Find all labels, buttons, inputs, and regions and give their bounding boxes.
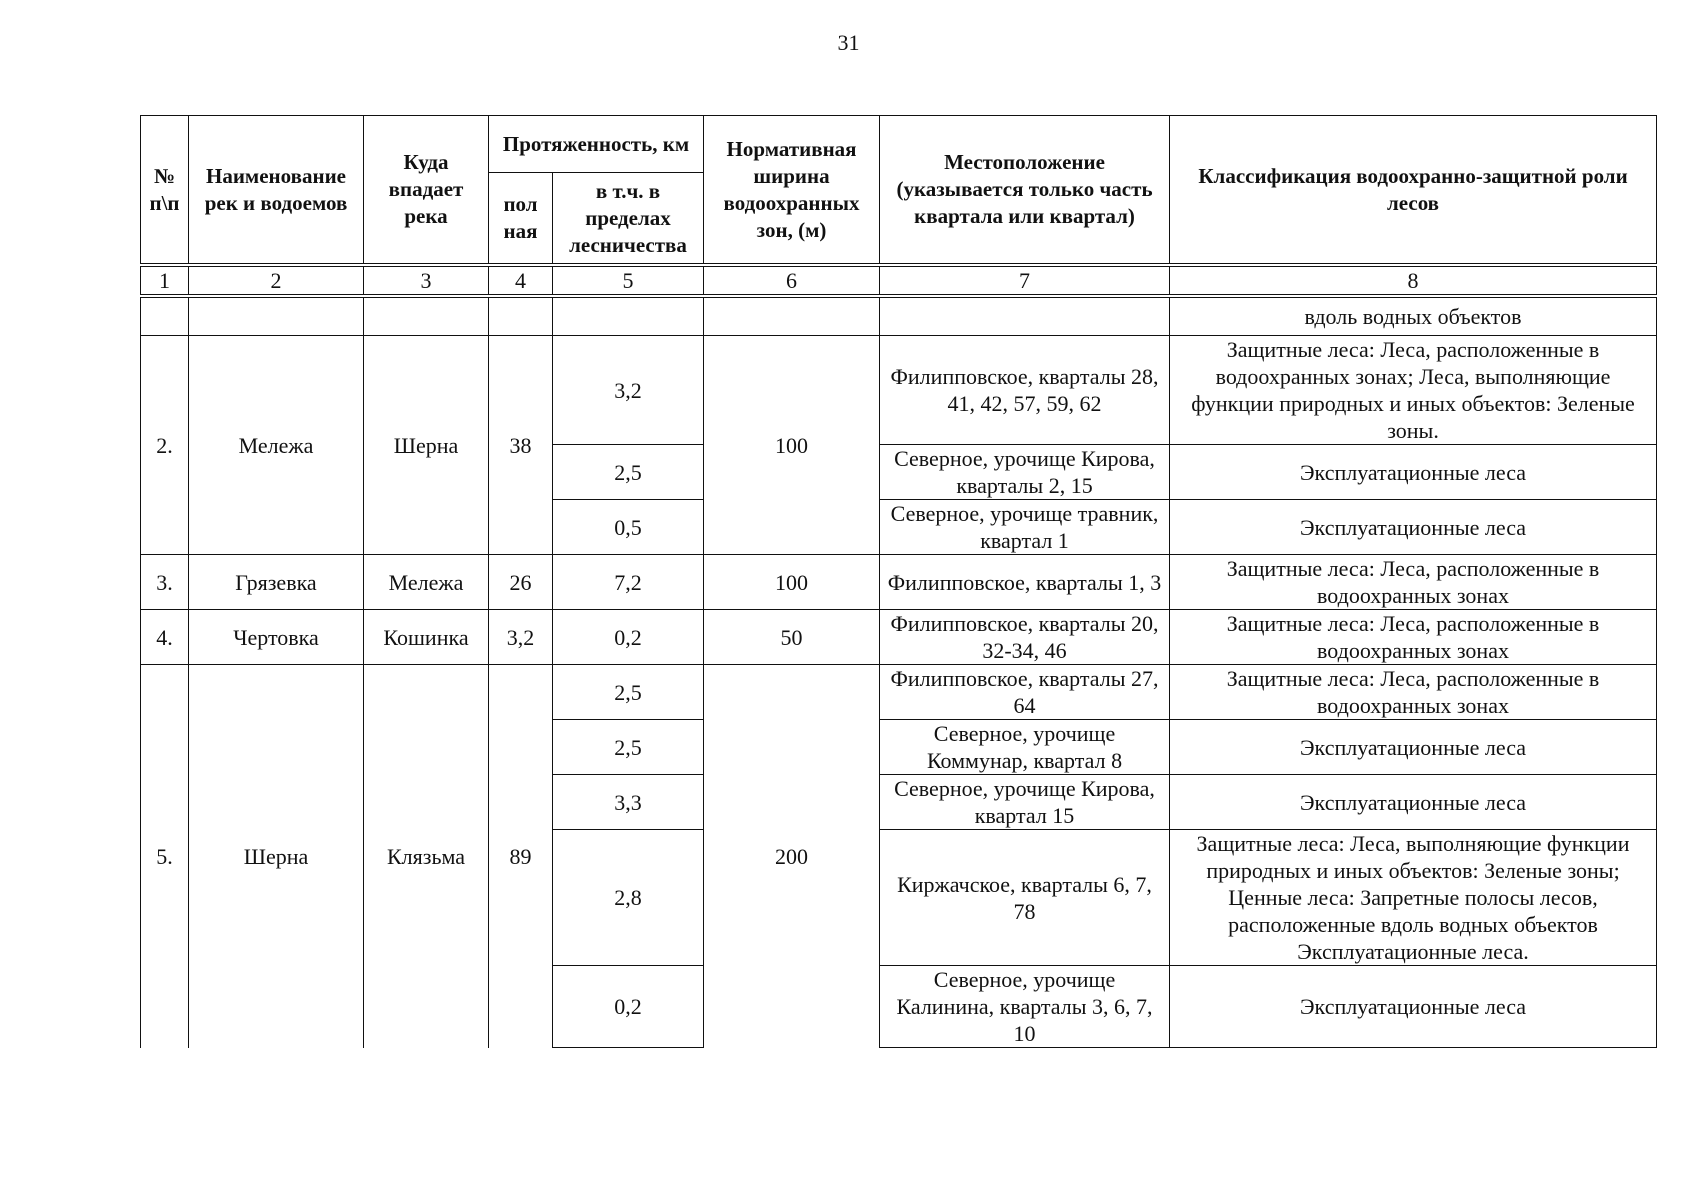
segment-location: Филипповское, кварталы 1, 3	[880, 555, 1170, 610]
header-name: Наименование рек и водоемов	[189, 116, 364, 266]
river-outlet: Шерна	[364, 336, 489, 555]
header-length-full: пол ная	[489, 173, 553, 266]
river-num: 4.	[141, 610, 189, 665]
segment-classification: Эксплуатационные леса	[1170, 500, 1657, 555]
segment-location: Северное, урочище Кирова, квартал 15	[880, 775, 1170, 830]
segment-within: 3,2	[553, 336, 704, 445]
header-length: Протяженность, км	[489, 116, 704, 173]
segment-classification: Эксплуатационные леса	[1170, 966, 1657, 1048]
segment-location: Северное, урочище Калинина, кварталы 3, 6, 7, 10	[880, 966, 1170, 1048]
river-width: 200	[704, 665, 880, 1048]
segment-classification: Защитные леса: Леса, расположенные в водоохранных зонах	[1170, 555, 1657, 610]
segment-within: 0,2	[553, 610, 704, 665]
river-width: 100	[704, 336, 880, 555]
segment-location: Киржачское, кварталы 6, 7, 78	[880, 830, 1170, 966]
segment-classification: Эксплуатационные леса	[1170, 445, 1657, 500]
header-outlet: Куда впадает река	[364, 116, 489, 266]
segment-classification: Защитные леса: Леса, выполняющие функции природных и иных объектов: Зеленые зоны; Ценные леса: Запретные полосы лесов, расположенные вдоль водных объектов Эксплуатационные леса.	[1170, 830, 1657, 966]
river-name: Шерна	[189, 665, 364, 1048]
column-number: 8	[1170, 265, 1657, 296]
table-row	[141, 610, 1657, 665]
segment-location: Северное, урочище травник, квартал 1	[880, 500, 1170, 555]
river-name: Чертовка	[189, 610, 364, 665]
table-row	[141, 555, 1657, 610]
column-number: 4	[489, 265, 553, 296]
river-num: 5.	[141, 665, 189, 1048]
segment-location: Филипповское, кварталы 28, 41, 42, 57, 59, 62	[880, 336, 1170, 445]
segment-within: 3,3	[553, 775, 704, 830]
segment-within: 2,5	[553, 665, 704, 720]
river-name: Грязевка	[189, 555, 364, 610]
header-location: Местоположение (указывается только часть квартала или квартал)	[880, 116, 1170, 266]
column-number: 3	[364, 265, 489, 296]
column-number: 2	[189, 265, 364, 296]
header-length-within: в т.ч. в пределах лесничества	[553, 173, 704, 266]
river-length: 89	[489, 665, 553, 1048]
river-outlet: Клязьма	[364, 665, 489, 1048]
river-width: 50	[704, 610, 880, 665]
river-num: 3.	[141, 555, 189, 610]
column-number-row	[141, 265, 1657, 296]
segment-within: 2,5	[553, 720, 704, 775]
river-length: 3,2	[489, 610, 553, 665]
segment-within: 0,5	[553, 500, 704, 555]
river-outlet: Мележа	[364, 555, 489, 610]
segment-classification: Эксплуатационные леса	[1170, 775, 1657, 830]
segment-location: Северное, урочище Кирова, кварталы 2, 15	[880, 445, 1170, 500]
continuation-row	[141, 296, 1657, 336]
river-outlet: Кошинка	[364, 610, 489, 665]
page-number: 31	[837, 30, 860, 55]
segment-location: Филипповское, кварталы 20, 32-34, 46	[880, 610, 1170, 665]
table-row	[141, 336, 1657, 445]
segment-location: Северное, урочище Коммунар, квартал 8	[880, 720, 1170, 775]
column-number: 6	[704, 265, 880, 296]
segment-within: 2,8	[553, 830, 704, 966]
segment-within: 0,2	[553, 966, 704, 1048]
segment-classification: Эксплуатационные леса	[1170, 720, 1657, 775]
river-width: 100	[704, 555, 880, 610]
water-protection-table	[140, 115, 1657, 1048]
segment-within: 2,5	[553, 445, 704, 500]
header-classification: Классификация водоохранно-защитной роли лесов	[1170, 116, 1657, 266]
column-number: 1	[141, 265, 189, 296]
river-name: Мележа	[189, 336, 364, 555]
segment-classification: Защитные леса: Леса, расположенные в водоохранных зонах	[1170, 665, 1657, 720]
segment-classification: Защитные леса: Леса, расположенные в водоохранных зонах	[1170, 610, 1657, 665]
header-width: Нормативная ширина водоохранных зон, (м)	[704, 116, 880, 266]
river-length: 26	[489, 555, 553, 610]
continuation-text: вдоль водных объектов	[1170, 296, 1657, 336]
segment-within: 7,2	[553, 555, 704, 610]
river-length: 38	[489, 336, 553, 555]
column-number: 7	[880, 265, 1170, 296]
river-num: 2.	[141, 336, 189, 555]
segment-location: Филипповское, кварталы 27, 64	[880, 665, 1170, 720]
segment-classification: Защитные леса: Леса, расположенные в водоохранных зонах; Леса, выполняющие функции природных и иных объектов: Зеленые зоны.	[1170, 336, 1657, 445]
column-number: 5	[553, 265, 704, 296]
table-row	[141, 665, 1657, 720]
header-num: № п\п	[141, 116, 189, 266]
